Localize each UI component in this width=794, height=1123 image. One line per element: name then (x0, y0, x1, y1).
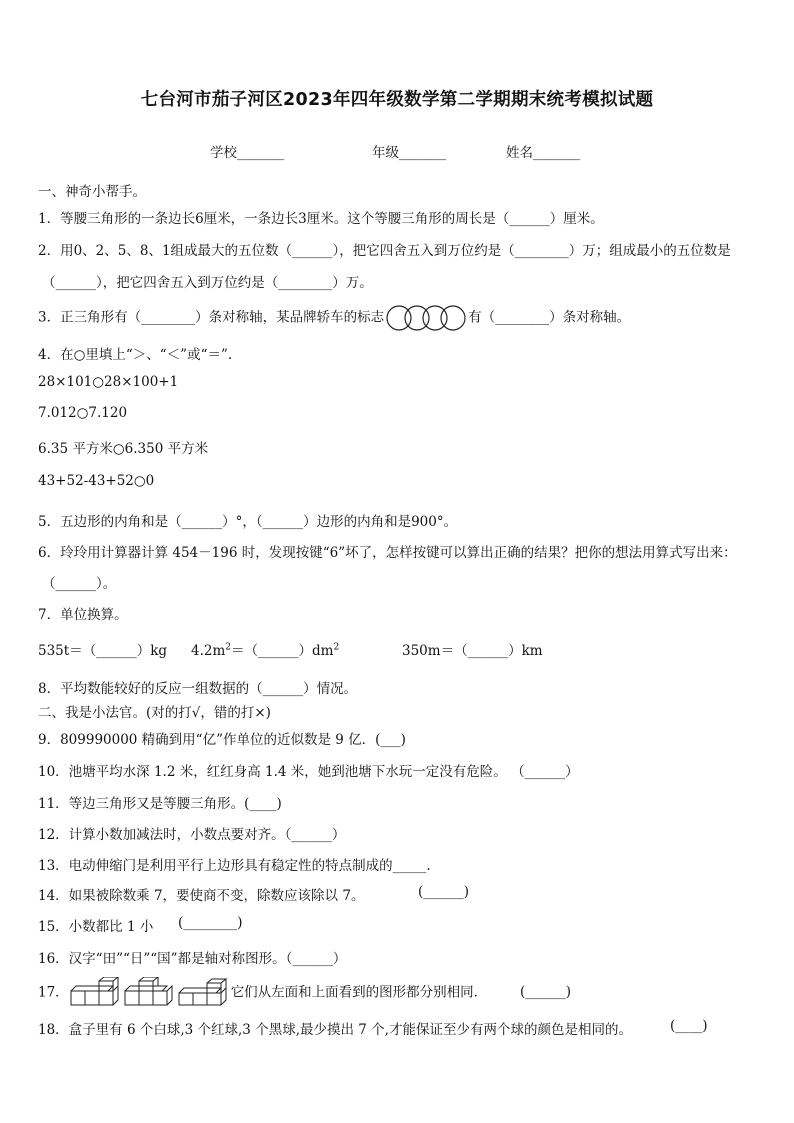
grade-field: 年级_______ (372, 145, 447, 161)
question-18-answer: (____) (670, 1018, 708, 1034)
question-18: 18．盒子里有 6 个白球,3 个红球,3 个黑球,最少摸出 7 个,才能保证至少有两个球的颜色是相同的。 (38, 1022, 632, 1038)
question-17-number: 17． (38, 984, 69, 1001)
question-8: 8．平均数能较好的反应一组数据的（______）情况。 (38, 681, 358, 697)
question-4: 4．在○里填上“＞、“＜”或“＝”. (38, 347, 233, 363)
question-16: 16．汉字“田”“日”“国”都是轴对称图形。（______） (38, 951, 347, 967)
question-14: 14．如果被除数乘 7，要使商不变，除数应该除以 7。 (38, 888, 365, 904)
question-3 (38, 305, 630, 331)
question-3-text-a: 3．正三角形有（________）条对称轴，某品牌轿车的标志 (38, 309, 385, 326)
superscript-2: 2 (225, 642, 232, 653)
question-2-line-2: （______），把它四舍五入到万位约是（________）万。 (42, 275, 373, 291)
section-heading-1: 一、神奇小帮手。 (38, 184, 146, 200)
question-2-line-1: 2．用0、2、5、8、1组成最大的五位数（______），把它四舍五入到万位约是（________）万；组成最小的五位数是 (38, 243, 731, 259)
car-logo-rings-figure (386, 305, 466, 331)
name-field: 姓名_______ (506, 145, 581, 161)
question-17-answer: (______) (520, 984, 572, 1000)
page-title: 七台河市茄子河区2023年四年级数学第二学期期末统考模拟试题 (140, 90, 654, 110)
question-11: 11．等边三角形又是等腰三角形。(____) (38, 796, 282, 812)
question-7-item-a: 535t＝（______）kg (38, 643, 168, 659)
cube-stacks-figure (69, 977, 229, 1009)
question-9: 9．809990000 精确到用“亿”作单位的近似数是 9 亿．(___) (38, 732, 406, 748)
question-4-item-b: 7.012○7.120 (38, 405, 128, 421)
question-17-text: 它们从左面和上面看到的图形都分别相同． (230, 984, 488, 1001)
question-7-item-b (191, 639, 339, 659)
question-3-text-b: 有（________）条对称轴。 (468, 309, 631, 326)
question-12: 12．计算小数加减法时，小数点要对齐。（______） (38, 827, 346, 843)
question-1: 1．等腰三角形的一条边长6厘米，一条边长3厘米。这个等腰三角形的周长是（______）厘米。 (38, 211, 604, 227)
superscript-2-dm: 2 (333, 642, 340, 653)
question-10: 10．池塘平均水深 1.2 米，红红身高 1.4 米，她到池塘下水玩一定没有危险。 （______） (38, 764, 579, 780)
question-6-line-2: （______）。 (42, 576, 117, 592)
question-7-item-b-text: ＝（______）dm (231, 643, 334, 659)
question-15: 15．小数都比 1 小 (38, 919, 154, 935)
question-4-item-c: 6.35 平方米○6.350 平方米 (38, 441, 209, 457)
question-4-item-a: 28×101○28×100+1 (38, 374, 179, 390)
question-14-answer: (______) (418, 884, 470, 900)
question-13: 13．电动伸缩门是利用平行上边形具有稳定性的特点制成的_____. (38, 858, 431, 874)
question-7-item-c: 350m＝（______）km (402, 643, 543, 659)
question-17 (38, 977, 487, 1009)
question-15-answer: (________) (178, 915, 243, 931)
question-7-item-b-value: 4.2m (191, 643, 226, 659)
school-field: 学校_______ (210, 145, 285, 161)
question-5: 5．五边形的内角和是（______）°，（______）边形的内角和是900°。 (38, 514, 458, 530)
question-6-line-1: 6．玲玲用计算器计算 454－196 时，发现按键“6”坏了，怎样按键可以算出正确的结果？把你的想法用算式写出来： (38, 545, 737, 561)
question-7: 7．单位换算。 (38, 607, 128, 623)
section-heading-2: 二、我是小法官。(对的打√，错的打×) (38, 705, 271, 721)
question-4-item-d: 43+52-43+52○0 (38, 473, 155, 489)
